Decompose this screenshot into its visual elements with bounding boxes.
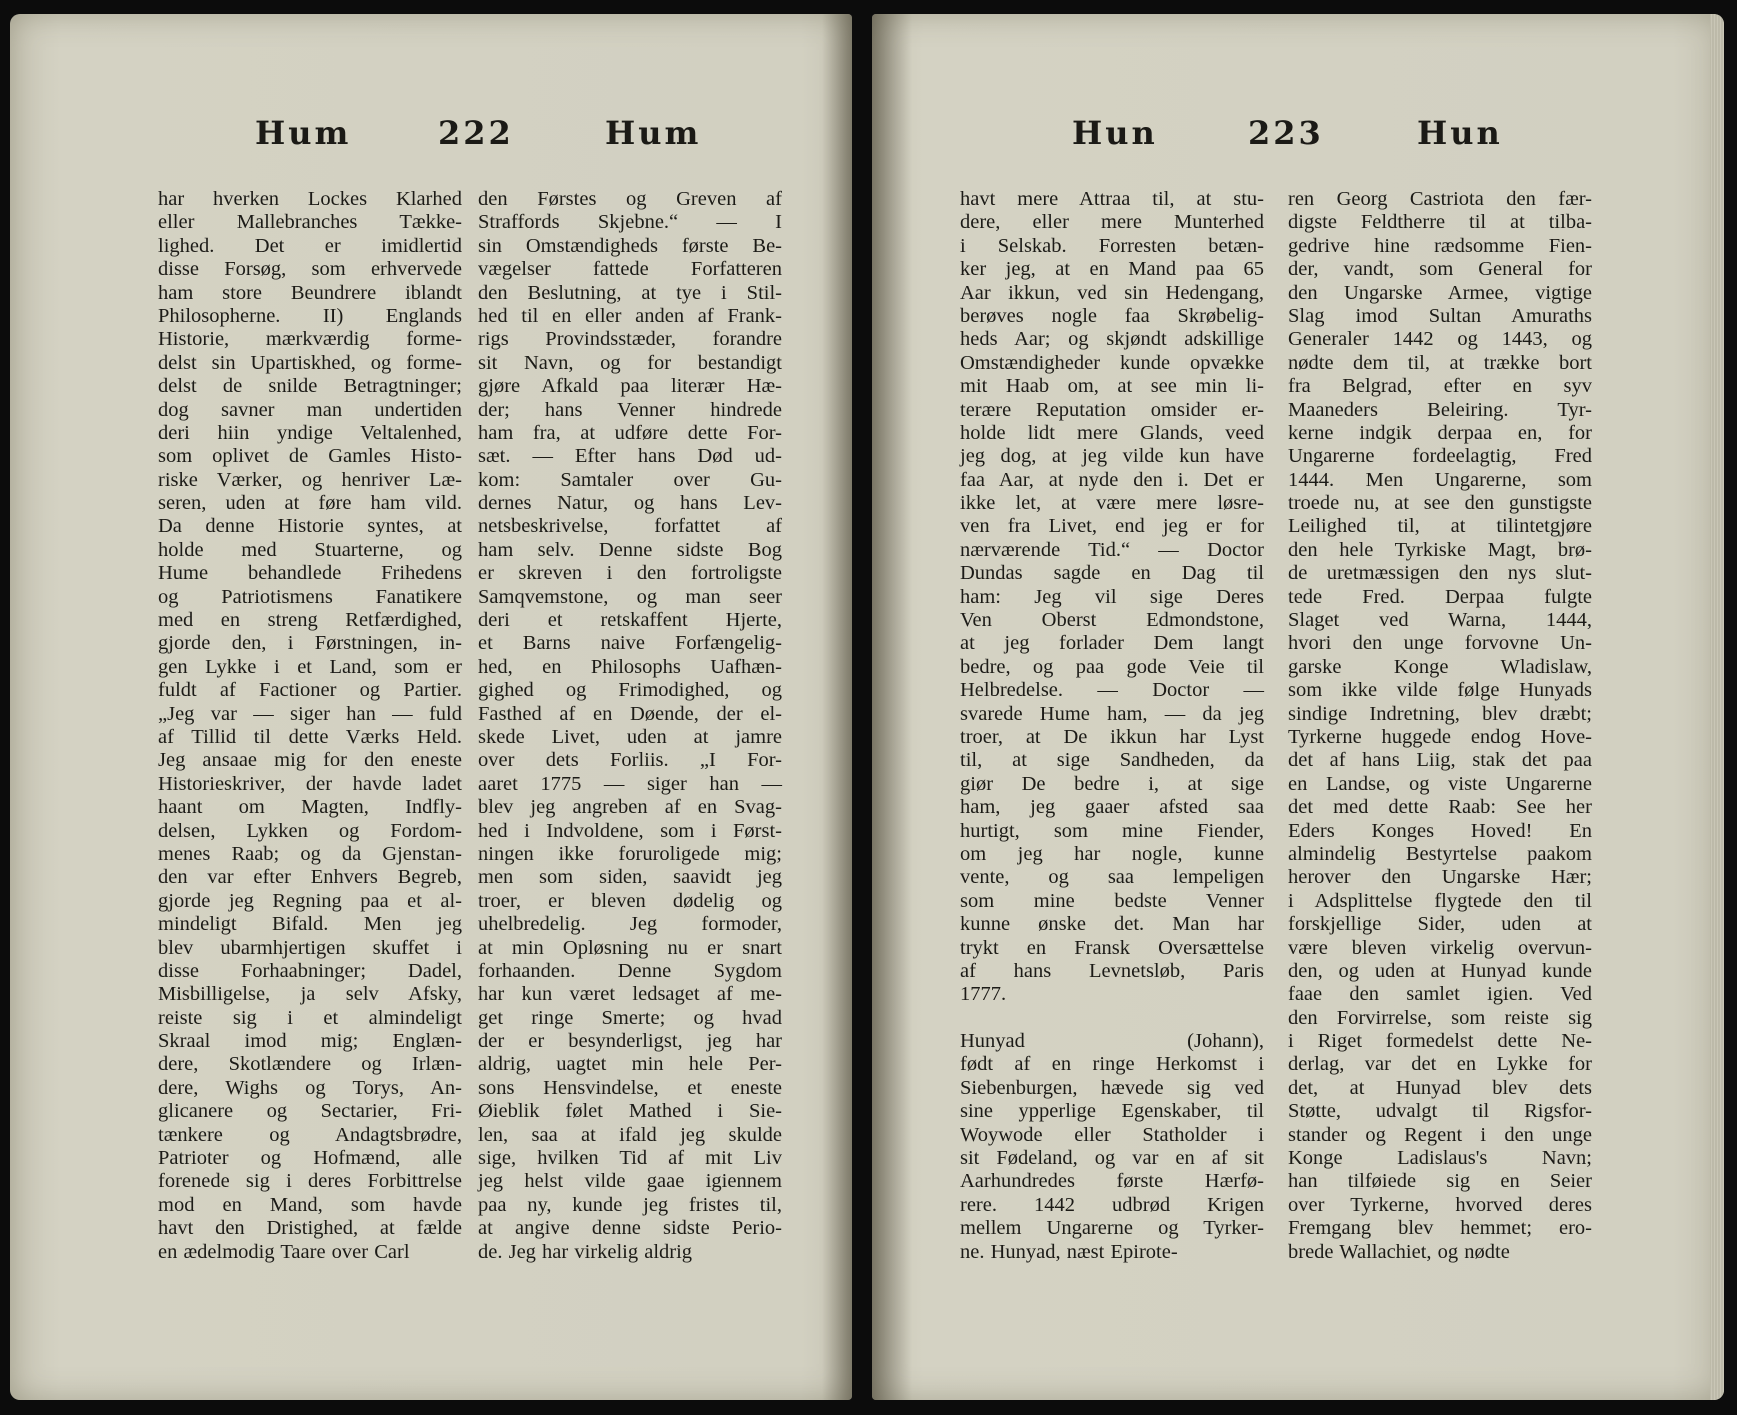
text-line: deri hiin yndige Veltalenhed, [158, 421, 462, 444]
text-line: Da denne Historie syntes, at [158, 515, 462, 538]
text-line: fuldt af Factioner og Partier. [158, 679, 462, 702]
text-line: mod en Mand, som havde [158, 1193, 462, 1216]
text-line: garske Konge Wladislaw, [1288, 655, 1592, 678]
text-line: Historieskriver, der havde ladet [158, 772, 462, 795]
text-line: disse Forsøg, som erhvervede [158, 258, 462, 281]
text-line: gjorde den, i Førstningen, in- [158, 632, 462, 655]
text-line: aldrig, uagtet min hele Per- [478, 1053, 782, 1076]
text-line: et Barns naive Forfængelig- [478, 632, 782, 655]
text-line: dere, Wighs og Torys, An- [158, 1076, 462, 1099]
text-line: netsbeskrivelse, forfattet af [478, 515, 782, 538]
gutter-shadow [872, 14, 912, 1400]
text-line: derlag, var det en Lykke for [1288, 1053, 1592, 1076]
text-line: svarede Hume ham, — da jeg [960, 702, 1264, 725]
text-line: de uretmæssigen den nys slut- [1288, 562, 1592, 585]
text-line: Fasthed af en Døende, der el- [478, 702, 782, 725]
page-number: 223 [1248, 114, 1324, 152]
paragraph-gap [960, 1007, 1264, 1030]
text-line: det, at Hunyad blev dets [1288, 1076, 1592, 1099]
text-line: en ædelmodig Taare over Carl [158, 1240, 410, 1263]
text-line: den Forvirrelse, som reiste sig [1288, 1006, 1592, 1029]
text-line: ker jeg, at en Mand paa 65 [960, 258, 1264, 281]
text-line: Leilighed til, at tilintetgjøre [1288, 515, 1592, 538]
text-line: gen Lykke i et Land, som er [158, 655, 462, 678]
text-line: Eders Konges Hoved! En [1288, 819, 1592, 842]
text-line: det med dette Raab: See her [1288, 796, 1592, 819]
text-line: jeg helst vilde gaae igiennem [478, 1170, 782, 1193]
text-line: Hume behandlede Frihedens [158, 562, 462, 585]
text-line: troede nu, at see den gunstigste [1288, 492, 1592, 515]
text-line: men som siden, saavidt jeg [478, 866, 782, 889]
text-line: rere. 1442 udbrød Krigen [960, 1193, 1264, 1216]
text-line: Historie, mærkværdig forme- [158, 328, 462, 351]
text-line: holde lidt mere Glands, veed [960, 421, 1264, 444]
text-line: som mine bedste Venner [960, 889, 1264, 912]
text-line: tænkere og Andagtsbrødre, [158, 1123, 462, 1146]
text-line: født af en ringe Herkomst i [960, 1053, 1264, 1076]
text-line: kom: Samtaler over Gu- [478, 468, 782, 491]
text-line: delst sin Upartiskhed, og forme- [158, 351, 462, 374]
text-line: blev jeg angreben af en Svag- [478, 796, 782, 819]
text-line: delst de snilde Betragtninger; [158, 375, 462, 398]
text-line: Jeg ansaae mig for den eneste [158, 749, 462, 772]
text-line: om jeg har nogle, kunne [960, 842, 1264, 865]
text-line: i Selskab. Forresten betæn- [960, 234, 1264, 257]
text-line: troer, at De ikkun har Lyst [960, 725, 1264, 748]
text-line: nærværende Tid.“ — Doctor [960, 538, 1264, 561]
gutter-shadow [822, 14, 852, 1400]
text-line: den, og uden at Hunyad kunde [1288, 959, 1592, 982]
text-line: forskjellige Sider, uden at [1288, 913, 1592, 936]
text-line: gedrive hine rædsomme Fien- [1288, 234, 1592, 257]
page-number: 222 [438, 114, 514, 152]
text-line: ven fra Livet, end jeg er for [960, 515, 1264, 538]
text-line: ikke let, at være mere løsre- [960, 492, 1264, 515]
text-line: heds Aar; og skjøndt adskillige [960, 328, 1264, 351]
text-column-right [478, 188, 782, 1264]
text-line: i Riget formedelst dette Ne- [1288, 1030, 1592, 1053]
text-line: vente, og saa lempeligen [960, 866, 1264, 889]
text-line: og Patriotismens Fanatikere [158, 585, 462, 608]
text-line: gighed og Frimodighed, og [478, 679, 782, 702]
text-line: den Beslutning, at tye i Stil- [478, 281, 782, 304]
text-line: terære Reputation omsider er- [960, 398, 1264, 421]
text-line: trykt en Fransk Oversættelse [960, 936, 1264, 959]
text-line: Fremgang blev hemmet; ero- [1288, 1217, 1592, 1240]
text-line: sin Omstændigheds første Be- [478, 234, 782, 257]
text-line: hurtigt, som mine Fiender, [960, 819, 1264, 842]
text-line: i Adsplittelse flygtede den til [1288, 889, 1592, 912]
text-line: lighed. Det er imidlertid [158, 234, 462, 257]
text-line: gjorde jeg Regning paa et al- [158, 889, 462, 912]
text-line: glicanere og Sectarier, Fri- [158, 1100, 462, 1123]
text-line: tede Fred. Derpaa fulgte [1288, 585, 1592, 608]
text-line: skede Livet, uden at jamre [478, 725, 782, 748]
text-line: er skreven i den fortroligste [478, 562, 782, 585]
text-line: ne. Hunyad, næst Epirote- [960, 1240, 1178, 1263]
text-line: jeg dog, at jeg vilde kun have [960, 445, 1264, 468]
text-line: mellem Ungarerne og Tyrker- [960, 1217, 1264, 1240]
running-header-left [10, 114, 852, 174]
text-line: der, vandt, som General for [1288, 258, 1592, 281]
text-line: reiste sig i et almindeligt [158, 1006, 462, 1029]
text-line: ham selv. Denne sidste Bog [478, 538, 782, 561]
text-line: riske Værker, og henriver Læ- [158, 468, 462, 491]
text-line: mit Haab om, at see min li- [960, 375, 1264, 398]
text-line: „Jeg var — siger han — fuld [158, 702, 462, 725]
text-line: med en streng Retfærdighed, [158, 609, 462, 632]
text-line: get ringe Smerte; og hvad [478, 1006, 782, 1029]
text-line: dernes Natur, og hans Lev- [478, 492, 782, 515]
text-line: kerne indgik derpaa en, for [1288, 421, 1592, 444]
text-line: faa Aar, at nyde den i. Det er [960, 468, 1264, 491]
header-right-word: Hum [605, 114, 702, 152]
running-header-right [872, 114, 1724, 174]
text-line: almindelig Bestyrtelse paakom [1288, 842, 1592, 865]
text-line: len, saa at ifald jeg skulde [478, 1123, 782, 1146]
text-line: troer, er bleven dødelig og [478, 889, 782, 912]
text-line: dere, eller mere Munterhed [960, 211, 1264, 234]
text-line: sæt. — Efter hans Død ud- [478, 445, 782, 468]
text-line: vægelser fattede Forfatteren [478, 258, 782, 281]
text-line: 1444. Men Ungarerne, som [1288, 468, 1592, 491]
text-line: aaret 1775 — siger han — [478, 772, 782, 795]
text-line: Konge Ladislaus's Navn; [1288, 1147, 1592, 1170]
text-line: det af hans Liig, stak det paa [1288, 749, 1592, 772]
text-line: Generaler 1442 og 1443, og [1288, 328, 1592, 351]
text-line: Straffords Skjebne.“ — I [478, 211, 782, 234]
text-line: sit Fødeland, og var en af sit [960, 1147, 1264, 1170]
header-left-word: Hun [1072, 114, 1158, 152]
text-line: Øieblik følet Mathed i Sie- [478, 1100, 782, 1123]
text-line: Omstændigheder kunde opvække [960, 351, 1264, 374]
text-line: den hele Tyrkiske Magt, brø- [1288, 538, 1592, 561]
text-line: nødte dem til, at trække bort [1288, 351, 1592, 374]
text-line: delsen, Lykken og Fordom- [158, 819, 462, 842]
text-line: brede Wallachiet, og nødte [1288, 1240, 1510, 1263]
text-column-right [1288, 188, 1592, 1264]
text-line: Misbilligelse, ja selv Afsky, [158, 983, 462, 1006]
text-line: menes Raab; og da Gjenstan- [158, 842, 462, 865]
text-line: seren, uden at føre ham vild. [158, 492, 462, 515]
text-line: Patrioter og Hofmænd, alle [158, 1147, 462, 1170]
text-line: havt mere Attraa til, at stu- [960, 188, 1264, 210]
text-line: at angive denne sidste Perio- [478, 1217, 782, 1240]
text-line: hed, en Philosophs Uafhæn- [478, 655, 782, 678]
text-line: Støtte, udvalgt til Rigsfor- [1288, 1100, 1592, 1123]
text-column-left [960, 188, 1264, 1264]
text-line: Aar ikkun, ved sin Hedengang, [960, 281, 1264, 304]
text-line: hvori den unge forvovne Un- [1288, 632, 1592, 655]
text-line: at min Opløsning nu er snart [478, 936, 782, 959]
text-line: Dundas sagde en Dag til [960, 562, 1264, 585]
text-line: til, at sige Sandheden, da [960, 749, 1264, 772]
text-line: han tilføiede sig en Seier [1288, 1170, 1592, 1193]
text-line: digste Feldtherre til at tilba- [1288, 211, 1592, 234]
text-line: kunne ønske det. Man har [960, 913, 1264, 936]
text-line: bedre, og paa gode Veie til [960, 655, 1264, 678]
text-line: Slaget ved Warna, 1444, [1288, 609, 1592, 632]
text-line: Skraal imod mig; Englæn- [158, 1030, 462, 1053]
left-page [10, 14, 852, 1400]
text-line: sons Hensvindelse, et eneste [478, 1076, 782, 1099]
text-line: haant om Magten, Indfly- [158, 796, 462, 819]
text-line: den Førstes og Greven af [478, 188, 782, 210]
text-line: de. Jeg har virkelig aldrig [478, 1240, 693, 1263]
text-line: Helbredelse. — Doctor — [960, 679, 1264, 702]
text-line: 1777. [960, 983, 1007, 1006]
text-line: sindige Indretning, blev dræbt; [1288, 702, 1592, 725]
text-line: rigs Provindsstæder, forandre [478, 328, 782, 351]
text-line: fra Belgrad, efter en syv [1288, 375, 1592, 398]
text-line: hed i Indvoldene, som i Først- [478, 819, 782, 842]
text-line: uhelbredelig. Jeg formoder, [478, 913, 782, 936]
text-line: herover den Ungarske Hær; [1288, 866, 1592, 889]
text-line: Hunyad (Johann), [960, 1030, 1264, 1053]
text-line: ham, jeg gaaer afsted saa [960, 796, 1264, 819]
text-line: Samqvemstone, og man seer [478, 585, 782, 608]
text-line: den Ungarske Armee, vigtige [1288, 281, 1592, 304]
text-line: Philosopherne. II) Englands [158, 304, 462, 327]
text-line: dere, Skotlændere og Irlæn- [158, 1053, 462, 1076]
text-line: der; hans Venner hindrede [478, 398, 782, 421]
text-line: som oplivet de Gamles Histo- [158, 445, 462, 468]
text-line: faae den samlet igien. Ved [1288, 983, 1592, 1006]
text-line: være bleven virkelig overvun- [1288, 936, 1592, 959]
text-line: sige, hvilken Tid af mit Liv [478, 1147, 782, 1170]
text-line: den var efter Enhvers Begreb, [158, 866, 462, 889]
text-line: Tyrkerne huggede endog Hove- [1288, 725, 1592, 748]
text-line: der er besynderligst, jeg har [478, 1030, 782, 1053]
text-line: ham fra, at udføre dette For- [478, 421, 782, 444]
text-line: Ungarerne fordeelagtig, Fred [1288, 445, 1592, 468]
text-line: forhaanden. Denne Sygdom [478, 959, 782, 982]
header-left-word: Hum [255, 114, 352, 152]
text-line: mindeligt Bifald. Men jeg [158, 913, 462, 936]
text-line: paa ny, kunde jeg fristes til, [478, 1193, 782, 1216]
text-line: at jeg forlader Dem langt [960, 632, 1264, 655]
text-line: deri et retskaffent Hjerte, [478, 609, 782, 632]
right-page [872, 14, 1724, 1400]
text-line: holde med Stuarterne, og [158, 538, 462, 561]
text-line: dog savner man undertiden [158, 398, 462, 421]
text-line: af hans Levnetsløb, Paris [960, 959, 1264, 982]
text-line: en Landse, og viste Ungarerne [1288, 772, 1592, 795]
text-line: disse Forhaabninger; Dadel, [158, 959, 462, 982]
text-line: ham: Jeg vil sige Deres [960, 585, 1264, 608]
text-line: Slag imod Sultan Amuraths [1288, 304, 1592, 327]
text-line: som ikke vilde følge Hunyads [1288, 679, 1592, 702]
text-line: Woywode eller Statholder i [960, 1123, 1264, 1146]
text-line: blev ubarmhjertigen skuffet i [158, 936, 462, 959]
text-line: ham store Beundrere iblandt [158, 281, 462, 304]
text-line: over Tyrkerne, hvorved deres [1288, 1193, 1592, 1216]
text-column-left [158, 188, 462, 1264]
text-line: berøves nogle faa Skrøbelig- [960, 304, 1264, 327]
text-line: gjøre Afkald paa literær Hæ- [478, 375, 782, 398]
text-line: sine ypperlige Egenskaber, til [960, 1100, 1264, 1123]
text-line: Ven Oberst Edmondstone, [960, 609, 1264, 632]
text-line: stander og Regent i den unge [1288, 1123, 1592, 1146]
text-line: giør De bedre i, at sige [960, 772, 1264, 795]
text-line: Aarhundredes første Hærfø- [960, 1170, 1264, 1193]
text-line: sit Navn, og for bestandigt [478, 351, 782, 374]
text-line: ren Georg Castriota den fær- [1288, 188, 1592, 210]
text-line: Maaneders Beleiring. Tyr- [1288, 398, 1592, 421]
text-line: hed til en eller anden af Frank- [478, 304, 782, 327]
text-line: over dets Forliis. „I For- [478, 749, 782, 772]
text-line: af Tillid til dette Værks Held. [158, 725, 462, 748]
text-line: ningen ikke foruroligede mig; [478, 842, 782, 865]
header-right-word: Hun [1417, 114, 1503, 152]
text-line: eller Mallebranches Tække- [158, 211, 462, 234]
page-edge [1710, 14, 1724, 1400]
text-line: Siebenburgen, hævede sig ved [960, 1076, 1264, 1099]
text-line: har hverken Lockes Klarhed [158, 188, 462, 210]
text-line: havt den Dristighed, at fælde [158, 1217, 462, 1240]
text-line: forenede sig i deres Forbittrelse [158, 1170, 462, 1193]
text-line: har kun været ledsaget af me- [478, 983, 782, 1006]
